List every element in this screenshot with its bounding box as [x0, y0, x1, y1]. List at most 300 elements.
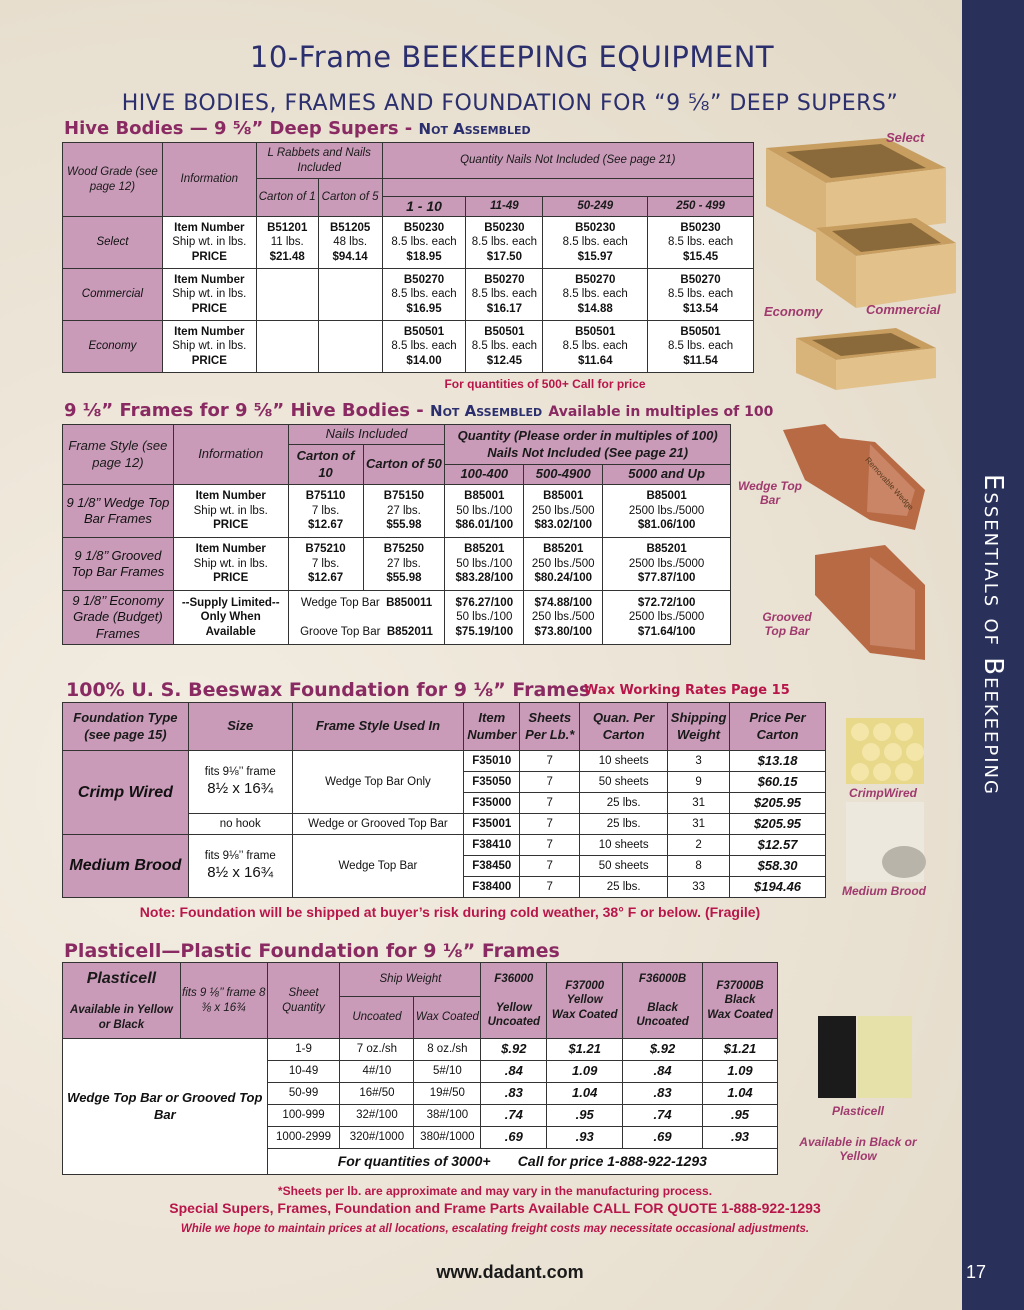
ship-weight: 250 lbs./500 [531, 611, 595, 624]
ship-weight: 8.5 lbs. each [391, 236, 457, 249]
item-number: F35000 [464, 793, 520, 814]
hive-head-c1: Carton of 1 [256, 179, 318, 217]
item-number: F35001 [464, 814, 520, 835]
price: $11.64 [577, 354, 613, 367]
price: $86.01/100 [455, 519, 514, 532]
frame-cell [445, 591, 524, 645]
price: .95 [547, 1105, 623, 1127]
item-number: B75210 [305, 543, 346, 556]
frame-cell [603, 485, 731, 538]
info-label: PRICE [213, 519, 249, 532]
shipping-weight: 9 [668, 772, 730, 793]
frame-cell [445, 485, 524, 538]
frames-head-style: Frame Style (see page 12) [63, 425, 174, 485]
ship-weight: 50 lbs./100 [456, 504, 513, 517]
table-row [63, 835, 826, 856]
sheets-per-lb: 7 [520, 814, 580, 835]
table-row [63, 217, 754, 269]
hive-cell-empty [318, 269, 382, 321]
wax-weight: 380#/1000 [414, 1127, 481, 1149]
price: $81.06/100 [637, 519, 696, 532]
price: .74 [623, 1105, 703, 1127]
hive-cell-empty [256, 269, 318, 321]
price: $194.46 [730, 877, 826, 898]
hive-info [162, 269, 256, 321]
hive-title-sc: Not Assembled [418, 120, 531, 138]
quan-per-carton: 10 sheets [580, 751, 668, 772]
plasticell-head-ship: Ship Weight [340, 963, 481, 997]
quan-per-carton: 50 sheets [580, 772, 668, 793]
frames-head-nails: Nails Included [288, 425, 445, 445]
ship-weight: 8.5 lbs. each [471, 236, 537, 249]
frame-style: Wedge or Grooved Top Bar [292, 814, 464, 835]
sheet-qty: 100-999 [267, 1105, 340, 1127]
table-row [63, 269, 754, 321]
beeswax-head: Size [188, 703, 292, 751]
sheets-per-lb: 7 [520, 751, 580, 772]
hive-cell [543, 217, 648, 269]
price: .83 [623, 1083, 703, 1105]
item-number: B85001 [464, 490, 505, 503]
item-number: B85001 [646, 490, 687, 503]
no-hook: no hook [188, 814, 292, 835]
hive-cell-empty [318, 321, 382, 373]
medium-size [188, 835, 292, 898]
plasticell-style: Wedge Top Bar or Grooved Top Bar [63, 1039, 268, 1175]
plasticell-section-title: Plasticell—Plastic Foundation for 9 ⅛” Frames [64, 940, 560, 962]
info-label: Item Number [195, 543, 266, 556]
info-label: PRICE [191, 354, 227, 367]
quan-per-carton: 25 lbs. [580, 793, 668, 814]
hive-cell [318, 217, 382, 269]
price: .83 [481, 1083, 547, 1105]
price: $55.98 [386, 572, 422, 585]
item-number: B85201 [464, 543, 505, 556]
frame-info [173, 538, 288, 591]
frame-cell [524, 538, 603, 591]
hive-head-q1: 1 - 10 [382, 197, 466, 217]
black-sheet [818, 1016, 856, 1098]
hive-bodies-table [62, 142, 754, 373]
info-label: Ship wt. in lbs. [172, 288, 247, 301]
ship-weight: 11 lbs. [270, 236, 304, 249]
beeswax-rates: Wax Working Rates Page 15 [584, 683, 790, 698]
plasticell-head-name [63, 963, 181, 1039]
price: $205.95 [730, 793, 826, 814]
ship-weight: 27 lbs. [386, 504, 421, 517]
shipping-weight: 8 [668, 856, 730, 877]
shipping-weight: 33 [668, 877, 730, 898]
frames-head-info: Information [173, 425, 288, 485]
frame-cell [288, 485, 363, 538]
info-label: Ship wt. in lbs. [193, 557, 268, 570]
item-number: B85001 [543, 490, 584, 503]
item-number: B50270 [680, 273, 721, 286]
ship-weight: 2500 lbs./5000 [628, 504, 705, 517]
crimp-wired-type: Crimp Wired [63, 751, 189, 835]
beeswax-note: Note: Foundation will be shipped at buyer’s risk during cold weather, 38° F or below. (Fragile) [139, 904, 761, 920]
price: .93 [547, 1127, 623, 1149]
price: $11.54 [683, 354, 718, 367]
ship-weight: 2500 lbs./5000 [628, 557, 705, 570]
item-number: B75250 [383, 543, 425, 556]
economy-style: Groove Top Bar [300, 625, 381, 638]
uncoated-weight: 4#/10 [340, 1061, 414, 1083]
table-row [63, 321, 754, 373]
item-number: B50230 [403, 221, 445, 234]
plasticell-head-f4 [703, 963, 778, 1039]
ship-weight: 7 lbs. [311, 504, 340, 517]
item-number: F36000B [638, 972, 687, 985]
price: .84 [481, 1061, 547, 1083]
info-label: --Supply Limited-- [181, 596, 280, 609]
beeswax-table [62, 702, 826, 898]
price: $14.88 [577, 302, 613, 315]
ship-weight: 50 lbs./100 [456, 611, 513, 624]
item-number: B50501 [575, 325, 616, 338]
price: 1.09 [547, 1061, 623, 1083]
sheets-per-lb: 7 [520, 772, 580, 793]
beeswax-section-title: 100% U. S. Beeswax Foundation for 9 ⅛” Frames [66, 679, 591, 701]
quan-per-carton: 25 lbs. [580, 877, 668, 898]
price: $21.48 [269, 250, 305, 263]
item-number: F35050 [464, 772, 520, 793]
medium-brood-image [846, 802, 926, 882]
ship-weight: 8.5 lbs. each [667, 288, 734, 301]
hive-cell [466, 269, 543, 321]
sheets-footnote: *Sheets per lb. are approximate and may vary in the manufacturing process. [277, 1184, 713, 1198]
special-call: Special Supers, Frames, Foundation and Frame Parts Available CALL FOR QUOTE 1-888-922-1293 [169, 1200, 821, 1216]
item-number: B50270 [403, 273, 445, 286]
price: $13.54 [682, 302, 719, 315]
info-label: Ship wt. in lbs. [172, 340, 247, 353]
plasticell-image [818, 1016, 912, 1098]
hive-cell [648, 217, 754, 269]
item-number: B50501 [403, 325, 445, 338]
beeswax-head: Quan. Per Carton [580, 703, 668, 751]
frame-cell [603, 538, 731, 591]
info-label: PRICE [213, 572, 249, 585]
uncoated-weight: 320#/1000 [340, 1127, 414, 1149]
hive-cell [648, 321, 754, 373]
frame-style: 9 1/8’’ Economy Grade (Budget) Frames [63, 591, 174, 645]
fits-text: fits 9⅛’’ frame [204, 766, 276, 779]
item-number: F38410 [464, 835, 520, 856]
hive-head-q4: 250 - 499 [648, 197, 754, 217]
hive-section-title [64, 118, 531, 139]
frame-cell [288, 538, 363, 591]
frames-head-q2: 500-4900 [524, 465, 603, 485]
hive-grade: Economy [63, 321, 163, 373]
hive-cell [648, 269, 754, 321]
price: $74.88/100 [534, 596, 593, 609]
price: $83.28/100 [455, 572, 514, 585]
hive-cell [543, 321, 648, 373]
frame-cell [445, 538, 524, 591]
hive-head-info: Information [162, 143, 256, 217]
hive-cell [382, 269, 466, 321]
price: .74 [481, 1105, 547, 1127]
hive-cell [466, 321, 543, 373]
frames-title-text: 9 ⅛” Frames for 9 ⅝” Hive Bodies - [64, 400, 431, 421]
frames-section-title [64, 400, 773, 421]
frame-cell [524, 485, 603, 538]
price: $.92 [481, 1039, 547, 1061]
ship-weight: 250 lbs./500 [531, 504, 595, 517]
plasticell-head-sheet: Sheet Quantity [267, 963, 340, 1039]
frames-head-c10: Carton of 10 [288, 445, 363, 485]
price: $16.17 [486, 302, 522, 315]
wax-weight: 8 oz./sh [414, 1039, 481, 1061]
side-title: Essentials of Beekeeping [978, 474, 1008, 796]
price: .84 [623, 1061, 703, 1083]
item-desc: Wax Coated [707, 1008, 773, 1021]
medium-style: Wedge Top Bar [292, 835, 464, 898]
price: $71.64/100 [637, 625, 696, 638]
hive-head-rabbets: L Rabbets and Nails Included [256, 143, 382, 179]
price-disclaimer: While we hope to maintain prices at all locations, escalating freight costs may necessitate occasional adjustments. [180, 1223, 810, 1235]
label-economy: Economy [764, 304, 823, 319]
hive-grade: Select [63, 217, 163, 269]
table-row [63, 538, 731, 591]
page-number: 17 [966, 1262, 987, 1282]
frames-title-sc: Not Assembled [430, 402, 543, 420]
ship-weight: 8.5 lbs. each [562, 340, 628, 353]
table-row [63, 485, 731, 538]
sheet-qty: 1-9 [267, 1039, 340, 1061]
item-number: B50501 [680, 325, 721, 338]
price: $12.57 [730, 835, 826, 856]
frames-head-qty: Quantity (Please order in multiples of 100) Nails Not Included (See page 21) [445, 425, 731, 465]
plasticell-head-f2 [547, 963, 623, 1039]
fits-text: fits 9⅛’’ frame [204, 850, 276, 863]
item-number: B51201 [267, 221, 308, 234]
item-number: F37000 Yellow [565, 979, 605, 1007]
frame-info [173, 591, 288, 645]
item-number: F37000B Black [716, 979, 764, 1007]
item-number: F35010 [464, 751, 520, 772]
price: $12.67 [307, 572, 344, 585]
price: $80.24/100 [534, 572, 593, 585]
economy-style: Wedge Top Bar [300, 596, 380, 609]
label-removable-wedge: Removable Wedge [863, 455, 916, 512]
frame-info [173, 485, 288, 538]
info-label: Item Number [174, 273, 245, 286]
sheet-qty: 10-49 [267, 1061, 340, 1083]
label-wedge: Wedge Top Bar [738, 479, 802, 507]
commercial-box-image [816, 218, 956, 308]
price: .95 [703, 1105, 778, 1127]
page-subtitle: HIVE BODIES, FRAMES AND FOUNDATION FOR “9 ⅝” DEEP SUPERS” [121, 91, 899, 116]
price: $15.45 [682, 250, 719, 263]
beeswax-head: Foundation Type (see page 15) [63, 703, 189, 751]
ship-weight: 8.5 lbs. each [471, 340, 537, 353]
item-number: B85201 [543, 543, 584, 556]
item-number: F36000 [494, 972, 534, 985]
frames-head-c50: Carton of 50 [363, 445, 445, 485]
hive-cell [543, 269, 648, 321]
sheets-per-lb: 7 [520, 856, 580, 877]
hive-cell [256, 217, 318, 269]
price: $83.02/100 [534, 519, 593, 532]
price: $15.97 [577, 250, 613, 263]
ship-weight: 2500 lbs./5000 [628, 611, 705, 624]
hive-cell [382, 321, 466, 373]
price: .69 [623, 1127, 703, 1149]
beeswax-head: Item Number [464, 703, 520, 751]
size-text: 8½ x 16¾ [207, 779, 274, 797]
hive-info [162, 321, 256, 373]
wax-weight: 5#/10 [414, 1061, 481, 1083]
uncoated-weight: 16#/50 [340, 1083, 414, 1105]
frame-cell [603, 591, 731, 645]
medium-brood-type: Medium Brood [63, 835, 189, 898]
price: $1.21 [547, 1039, 623, 1061]
plasticell-head-wax: Wax Coated [414, 997, 481, 1039]
beeswax-head: Price Per Carton [730, 703, 826, 751]
price: $17.50 [486, 250, 522, 263]
hive-grade: Commercial [63, 269, 163, 321]
hive-head-q2: 11-49 [466, 197, 543, 217]
ship-weight: 8.5 lbs. each [391, 288, 457, 301]
item-number: B75150 [383, 490, 425, 503]
quan-per-carton: 10 sheets [580, 835, 668, 856]
price: $75.19/100 [455, 625, 514, 638]
ship-weight: 8.5 lbs. each [667, 340, 734, 353]
ship-weight: 250 lbs./500 [531, 557, 595, 570]
shipping-weight: 3 [668, 751, 730, 772]
wedge-top-bar-image [783, 424, 925, 530]
price: $12.67 [307, 519, 344, 532]
plasticell-avail: Available in Yellow or Black [69, 1004, 173, 1031]
hive-head-qty: Quantity Nails Not Included (See page 21) [382, 143, 753, 179]
item-number: B50230 [680, 221, 721, 234]
label-crimp-wired: CrimpWired [849, 786, 917, 800]
frame-style: 9 1/8’’ Grooved Top Bar Frames [63, 538, 174, 591]
price: $14.00 [406, 354, 442, 367]
shipping-weight: 2 [668, 835, 730, 856]
quan-per-carton: 50 sheets [580, 856, 668, 877]
hive-cell-empty [256, 321, 318, 373]
quan-per-carton: 25 lbs. [580, 814, 668, 835]
sheets-per-lb: 7 [520, 877, 580, 898]
uncoated-weight: 32#/100 [340, 1105, 414, 1127]
hive-cell [466, 217, 543, 269]
crimp-wired-image [846, 718, 924, 784]
website-link[interactable]: www.dadant.com [436, 1262, 584, 1282]
info-label: Ship wt. in lbs. [172, 236, 247, 249]
item-desc: Yellow Uncoated [487, 1001, 541, 1028]
label-available-colors: Available in Black or Yellow [799, 1135, 917, 1163]
label-plasticell: Plasticell [831, 1104, 885, 1118]
uncoated-weight: 7 oz./sh [340, 1039, 414, 1061]
price: $.92 [623, 1039, 703, 1061]
item-desc: Wax Coated [551, 1008, 618, 1021]
price: $72.72/100 [637, 596, 696, 609]
item-number: B51205 [329, 221, 371, 234]
item-number: B50270 [484, 273, 525, 286]
label-commercial: Commercial [866, 302, 941, 317]
plasticell-table [62, 962, 778, 1175]
footer-qty: For quantities of 3000+ [337, 1152, 491, 1169]
grooved-top-bar-image [815, 545, 925, 660]
price: $55.98 [386, 519, 422, 532]
ship-weight: 8.5 lbs. each [562, 288, 628, 301]
ship-weight: 8.5 lbs. each [471, 288, 537, 301]
table-row [63, 751, 826, 772]
size-text: 8½ x 16¾ [207, 863, 274, 881]
price: $60.15 [730, 772, 826, 793]
label-grooved: Grooved Top Bar [762, 610, 812, 638]
item-number: B75110 [305, 490, 346, 503]
item-number: B850011 [386, 596, 433, 609]
hive-note: For quantities of 500+ Call for price [444, 377, 646, 391]
shipping-weight: 31 [668, 793, 730, 814]
price: $18.95 [406, 250, 442, 263]
ship-weight: 27 lbs. [386, 557, 421, 570]
plasticell-name: Plasticell [86, 969, 157, 987]
hive-info [162, 217, 256, 269]
sheets-per-lb: 7 [520, 835, 580, 856]
price: $1.21 [703, 1039, 778, 1061]
item-number: B50230 [484, 221, 525, 234]
info-label: Available [205, 625, 256, 638]
ship-weight: 8.5 lbs. each [667, 236, 734, 249]
ship-weight: 48 lbs. [333, 236, 368, 249]
hive-head-q3: 50-249 [543, 197, 648, 217]
price: .93 [703, 1127, 778, 1149]
info-label: Item Number [174, 325, 245, 338]
info-label: PRICE [191, 250, 227, 263]
item-number: B50230 [575, 221, 616, 234]
wax-weight: 38#/100 [414, 1105, 481, 1127]
price: $16.95 [406, 302, 442, 315]
label-medium-brood: Medium Brood [842, 884, 926, 898]
info-label: Only When [200, 611, 261, 624]
wax-weight: 19#/50 [414, 1083, 481, 1105]
price: 1.09 [703, 1061, 778, 1083]
plasticell-head-uncoated: Uncoated [340, 997, 414, 1039]
info-label: PRICE [191, 302, 227, 315]
price: $12.45 [486, 354, 522, 367]
beeswax-head: Shipping Weight [668, 703, 730, 751]
crimp-size [188, 751, 292, 814]
hive-head-grade: Wood Grade (see page 12) [63, 143, 163, 217]
table-row [63, 591, 731, 645]
info-label: Item Number [174, 221, 245, 234]
info-label: Ship wt. in lbs. [193, 504, 268, 517]
frames-head-q1: 100-400 [445, 465, 524, 485]
ship-weight: 50 lbs./100 [456, 557, 513, 570]
item-desc: Black Uncoated [636, 1001, 689, 1028]
price: .69 [481, 1127, 547, 1149]
item-number: B852011 [386, 625, 433, 638]
economy-box-image [796, 328, 936, 390]
table-row [63, 1039, 778, 1061]
footer-call: Call for price 1-888-922-1293 [517, 1152, 707, 1169]
price: $58.30 [730, 856, 826, 877]
ship-weight: 8.5 lbs. each [562, 236, 628, 249]
ship-weight: 7 lbs. [311, 557, 340, 570]
frame-economy-codes [288, 591, 445, 645]
frame-cell [524, 591, 603, 645]
price: $73.80/100 [534, 625, 593, 638]
item-number: F38400 [464, 877, 520, 898]
beeswax-head: Sheets Per Lb.* [520, 703, 580, 751]
sheets-per-lb: 7 [520, 793, 580, 814]
ship-weight: 8.5 lbs. each [391, 340, 457, 353]
hive-head-spacer [382, 179, 753, 197]
